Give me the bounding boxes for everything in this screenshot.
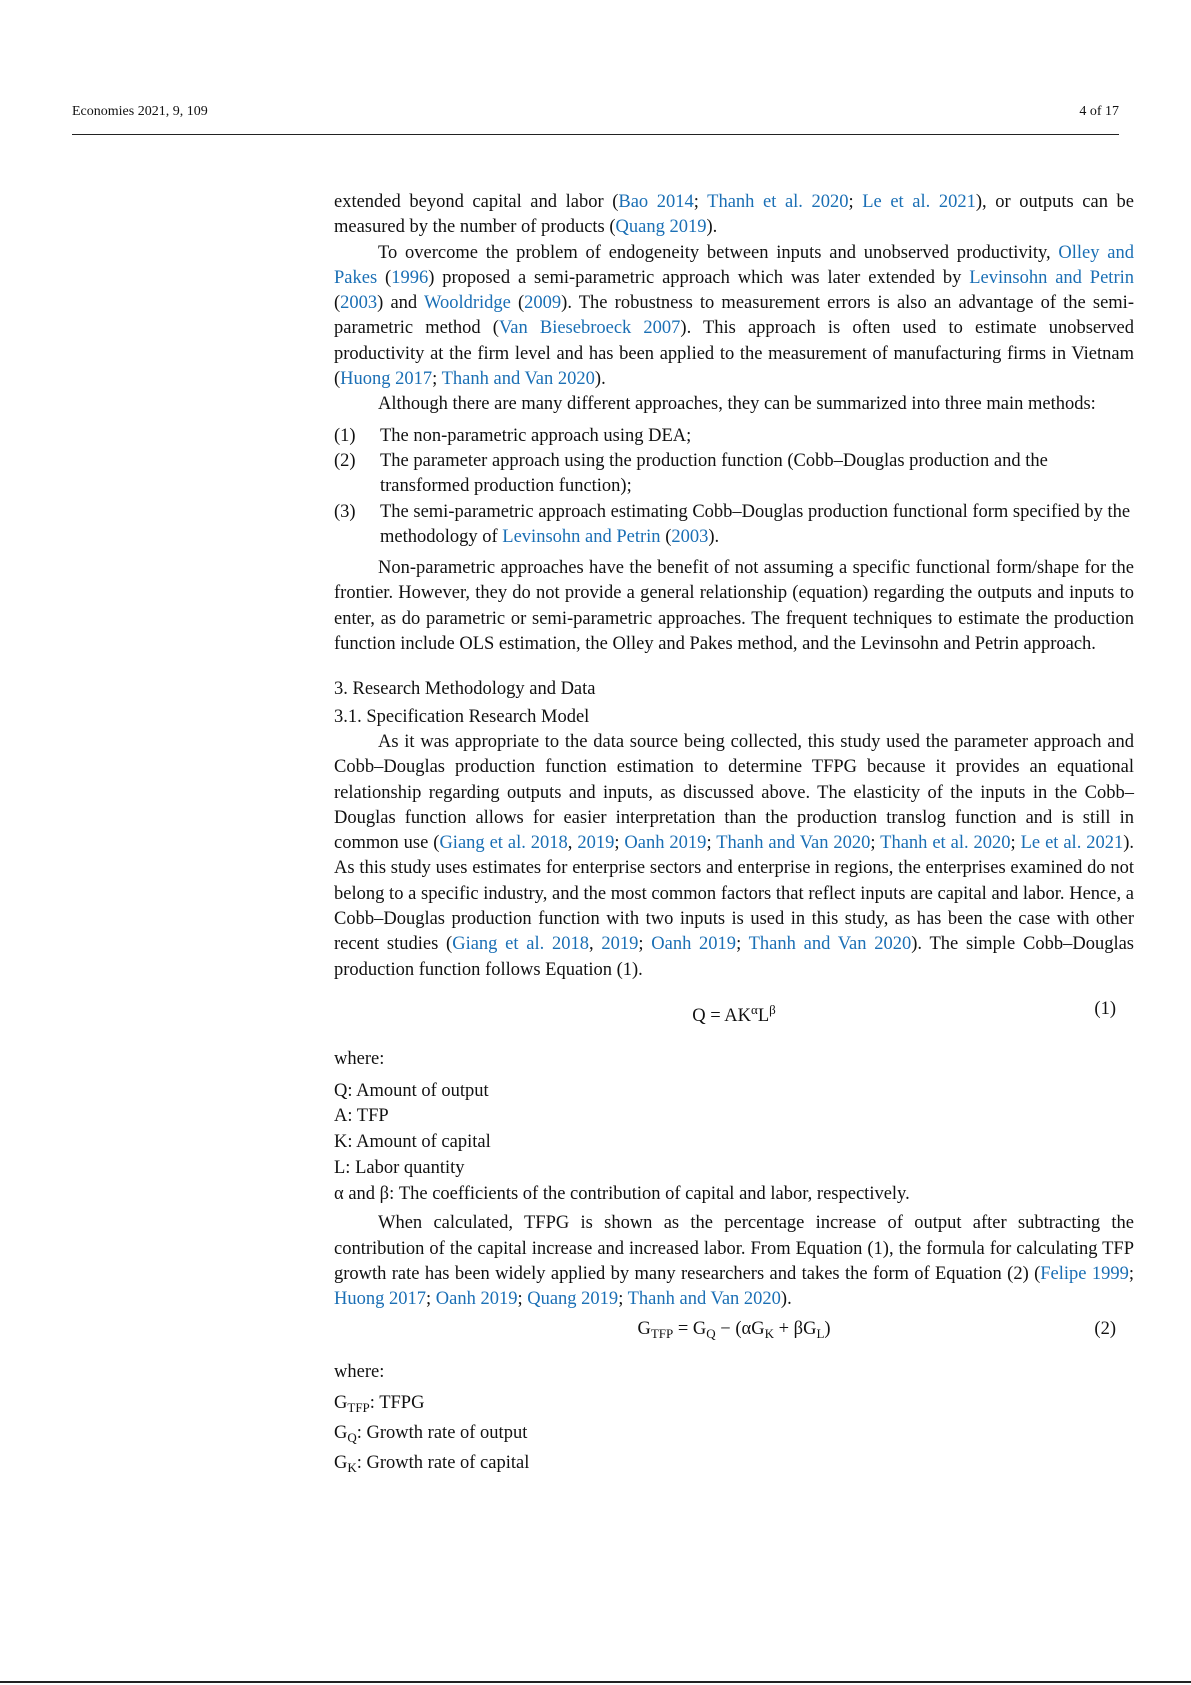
citation-link[interactable]: Huong 2017 bbox=[334, 1289, 426, 1310]
equation-body: $G_{TFP} = G_Q - (\alpha G_K + \beta G_L)$ bbox=[637, 1318, 831, 1341]
citation-link[interactable]: Oanh 2019 bbox=[624, 833, 707, 854]
citation-link[interactable]: 2019 bbox=[601, 934, 639, 955]
citation-link[interactable]: Oanh 2019 bbox=[435, 1289, 518, 1310]
paragraph-6: When calculated, TFPG is shown as the percentage increase of output after subtracting the contribution of the capital increase and increased labor. From Equation (1), the formula for calculating TFP growth rate has been widely applied by many researchers and takes the form of Equation (2) (Felipe 1999; Huong 2017; Oanh 2019; Quang 2019; Thanh and Van 2020). bbox=[334, 1213, 1134, 1310]
equation-1 bbox=[334, 997, 1134, 1029]
header-divider bbox=[72, 134, 1119, 135]
citation-link[interactable]: 2003 bbox=[671, 526, 709, 547]
citation-link[interactable]: Huong 2017 bbox=[340, 369, 433, 390]
citation-link[interactable]: Oanh 2019 bbox=[651, 934, 737, 955]
citation-link[interactable]: 1996 bbox=[391, 267, 429, 288]
citation-link[interactable]: Felipe 1999 bbox=[1040, 1264, 1129, 1285]
page-header bbox=[72, 104, 1119, 120]
list-item bbox=[334, 424, 1134, 449]
journal-citation: Economies 2021, 9, 109 bbox=[72, 104, 208, 119]
paragraph-2: To overcome the problem of endogeneity between inputs and unobserved productivity, Olley and Pakes (1996) proposed a semi-parametric approach which was later extended by Levinsohn and Petrin (2003) and Wooldridge (2009). The robustness to measurement errors is also an advantage of the semi-parametric method (Van Biesebroeck 2007). This approach is often used to estimate unobserved productivity at the firm level and has been applied to the measurement of manufacturing firms in Vietnam (Huong 2017; Thanh and Van 2020). bbox=[334, 242, 1135, 390]
definition: α and β: The coefficients of the contribution of capital and labor, respectively. bbox=[334, 1183, 910, 1204]
paragraph-1: extended beyond capital and labor (Bao 2014; Thanh et al. 2020; Le et al. 2021), or outputs can be measured by the number of products (Quang 2019). bbox=[334, 192, 1135, 238]
citation-link[interactable]: Giang et al. 2018 bbox=[452, 934, 589, 955]
definition: $G_Q$: Growth rate of output bbox=[334, 1423, 528, 1446]
definition: $G_{TFP}$: TFPG bbox=[334, 1393, 425, 1416]
citation-link[interactable]: 2019 bbox=[577, 833, 615, 854]
citation-link[interactable]: Quang 2019 bbox=[527, 1289, 619, 1310]
list-text: The semi-parametric approach estimating Cobb–Douglas production functional form specified by the methodology of Levinsohn and Petrin (2003). bbox=[380, 501, 1131, 547]
citation-link[interactable]: Giang et al. 2018 bbox=[439, 833, 568, 854]
citation-link[interactable]: Olley and Pakes bbox=[334, 242, 1135, 288]
citation-link[interactable]: Thanh and Van 2020 bbox=[748, 934, 912, 955]
list-number: (3) bbox=[334, 501, 356, 522]
list-text: The non-parametric approach using DEA; bbox=[380, 425, 692, 446]
citation-link[interactable]: Thanh and Van 2020 bbox=[716, 833, 871, 854]
section-heading: 3. Research Methodology and Data bbox=[334, 679, 596, 700]
paragraph-5: As it was appropriate to the data source being collected, this study used the parameter approach and Cobb–Douglas production function estimation to determine TFPG because it provides an equational relationship regarding outputs and inputs, as discussed above. The elasticity of the inputs in the Cobb–Douglas function allows for easier interpretation than the production translog function and is still in common use (Giang et al. 2018, 2019; Oanh 2019; Thanh and Van 2020; Thanh et al. 2020; Le et al. 2021). As this study uses estimates for enterprise sectors and enterprise in regions, the enterprises examined do not belong to a specific industry, and the most common factors that reflect inputs are capital and labor. Hence, a Cobb–Douglas production function with two inputs is used in this study, as has been the case with other recent studies (Giang et al. 2018, 2019; Oanh 2019; Thanh and Van 2020). The simple Cobb–Douglas production function follows Equation (1). bbox=[334, 731, 1135, 980]
definition: A: TFP bbox=[334, 1106, 389, 1127]
subsection-heading: 3.1. Specification Research Model bbox=[334, 706, 590, 727]
paragraph-3: Although there are many different approaches, they can be summarized into three main methods: bbox=[378, 394, 1096, 415]
citation-link[interactable]: Thanh et al. 2020 bbox=[707, 192, 849, 212]
citation-link[interactable]: Levinsohn and Petrin bbox=[502, 526, 661, 547]
page-number: 4 of 17 bbox=[1079, 104, 1119, 119]
definitions-list bbox=[334, 1079, 1134, 1208]
article-body bbox=[334, 190, 1134, 1481]
citation-link[interactable]: 2009 bbox=[524, 293, 562, 314]
citation-link[interactable]: Wooldridge bbox=[423, 293, 511, 314]
equation-2 bbox=[334, 1317, 1134, 1346]
definition: L: Labor quantity bbox=[334, 1157, 465, 1178]
citation-link[interactable]: Van Biesebroeck 2007 bbox=[498, 318, 681, 339]
definitions-list bbox=[334, 1391, 1134, 1480]
definition: Q: Amount of output bbox=[334, 1080, 489, 1101]
list-item bbox=[334, 500, 1134, 551]
citation-link[interactable]: Thanh and Van 2020 bbox=[441, 369, 595, 390]
list-number: (1) bbox=[334, 425, 356, 446]
equation-number: (1) bbox=[1094, 998, 1116, 1019]
citation-link[interactable]: Thanh and Van 2020 bbox=[627, 1289, 781, 1310]
list-number: (2) bbox=[334, 450, 356, 471]
equation-body: $Q = AK^\alpha L^\beta$ bbox=[692, 1001, 776, 1026]
equation-number: (2) bbox=[1094, 1318, 1116, 1339]
citation-link[interactable]: Levinsohn and Petrin bbox=[969, 267, 1134, 288]
where-label: where: bbox=[334, 1361, 385, 1382]
definition: K: Amount of capital bbox=[334, 1132, 491, 1153]
definition: $G_K$: Growth rate of capital bbox=[334, 1452, 530, 1475]
citation-link[interactable]: 2003 bbox=[340, 293, 378, 314]
list-text: The parameter approach using the production function (Cobb–Douglas production and the transformed production function); bbox=[380, 450, 1048, 497]
citation-link[interactable]: Le et al. 2021 bbox=[862, 192, 976, 212]
citation-link[interactable]: Bao 2014 bbox=[618, 192, 694, 212]
citation-link[interactable]: Thanh et al. 2020 bbox=[880, 833, 1011, 854]
paragraph-4: Non-parametric approaches have the benefit of not assuming a specific functional form/shape for the frontier. However, they do not provide a general relationship (equation) regarding the outputs and inputs to enter, as do parametric or semi-parametric approaches. The frequent techniques to estimate the production function include OLS estimation, the Olley and Pakes method, and the Levinsohn and Petrin approach. bbox=[334, 558, 1134, 655]
footer-divider bbox=[0, 1681, 1191, 1683]
where-label: where: bbox=[334, 1049, 385, 1070]
list-item bbox=[334, 449, 1134, 500]
methods-list bbox=[334, 424, 1134, 550]
citation-link[interactable]: Le et al. 2021 bbox=[1020, 833, 1124, 854]
citation-link[interactable]: Quang 2019 bbox=[615, 217, 707, 238]
